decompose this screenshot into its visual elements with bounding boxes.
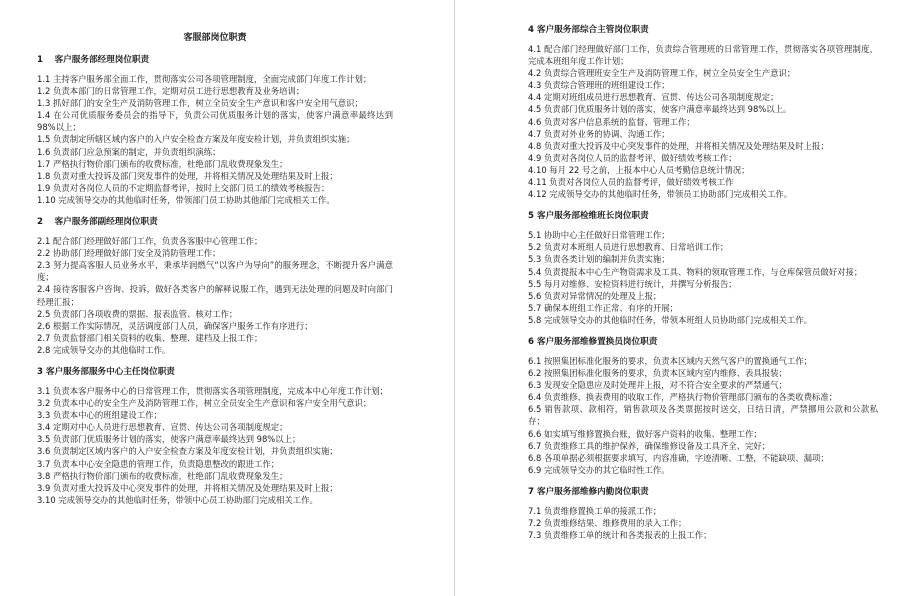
section-block bbox=[528, 24, 878, 200]
duty-item: 6.4 负责维修、换表费用的收取工作，严格执行物价管理部门颁布的各类收费标准； bbox=[528, 392, 838, 403]
page-divider bbox=[454, 0, 455, 596]
duty-item: 1.5 负责制定所辖区域内客户的入户安全检查方案及年度安检计划，并负责组织实施； bbox=[37, 134, 355, 145]
duty-item: 5.5 每月对维修、安检资料进行统计，并撰写分析报告； bbox=[528, 278, 737, 289]
duty-item: 4.12 完成领导交办的其他临时任务，带领员工协助部门完成相关工作。 bbox=[528, 189, 793, 200]
section-block bbox=[528, 336, 878, 476]
duty-item: 1.1 主持客户服务部全面工作，贯彻落实公司各项管理制度，全面完成部门年度工作计划； bbox=[37, 74, 372, 84]
duty-item: 2.2 协助部门经理做好部门安全及消防管理工作； bbox=[37, 248, 221, 259]
duty-item: 3.3 负责本中心的班组建设工作； bbox=[37, 410, 162, 421]
section-heading: 3 客户服务部服务中心主任岗位职责 bbox=[37, 366, 175, 377]
duty-item: 5.2 负责对本班组人员进行思想教育、日常培训工作； bbox=[528, 242, 729, 253]
section-block bbox=[528, 210, 878, 326]
section-heading: 1 客户服务部经理岗位职责 bbox=[37, 55, 150, 65]
duty-item: 7.3 负责维修工单的统计和各类报表的上报工作； bbox=[528, 530, 712, 541]
duty-item: 5.6 负责对异常情况的处理及上报； bbox=[528, 290, 662, 301]
duty-item: 5.1 协助中心主任做好日常管理工作； bbox=[528, 230, 670, 241]
duty-item: 4.7 负责对外业务的协调、沟通工作； bbox=[528, 128, 670, 139]
duty-item: 2.5 负责部门各项收费的票据、报表监管、核对工作； bbox=[37, 308, 238, 319]
duty-item: 1.3 抓好部门的安全生产及消防管理工作，树立全员安全生产意识和客户安全用气意识； bbox=[37, 98, 363, 109]
duty-item: 1.7 严格执行物价部门颁布的收费标准，杜绝部门乱收费现象发生； bbox=[37, 158, 288, 169]
duty-item: 2.7 负责监督部门相关资料的收集、整理、建档及上报工作； bbox=[37, 332, 263, 343]
right-sections-container bbox=[528, 24, 878, 541]
duty-item: 5.8 完成领导交办的其他临时任务，带领本班组人员协助部门完成相关工作。 bbox=[528, 314, 812, 325]
duty-item: 6.9 完成领导交办的其它临时性工作。 bbox=[528, 464, 670, 475]
duty-item: 6.8 各项单据必须根据要求填写，内容准确，字迹清晰、工整，不能缺项、漏项； bbox=[528, 452, 829, 463]
duty-item: 3.1 负责本客户服务中心的日常管理工作，贯彻落实各项管理制度，完成本中心年度工作计划； bbox=[37, 385, 388, 396]
duty-item: 4.4 定期对班组成员进行思想教育、宣贯、传达公司各项制度规定； bbox=[528, 92, 779, 103]
duty-item: 3.5 负责部门优质服务计划的落实，使客户满意率最终达到 98%以上； bbox=[37, 434, 301, 445]
duty-item: 2.6 根据工作实际情况，灵活调度部门人员，确保客户服务工作有序进行； bbox=[37, 320, 313, 331]
duty-item: 1.10 完成领导交办的其他临时任务，带领部门员工协助其他部门完成相关工作。 bbox=[37, 194, 335, 205]
duty-item: 6.2 按照集团标准化服务的要求，负责本区域内室内维修、表具报装； bbox=[528, 368, 787, 379]
duty-item: 2.1 配合部门经理做好部门工作，负责各客服中心管理工作； bbox=[37, 236, 263, 247]
duty-item: 3.8 严格执行物价部门颁布的收费标准，杜绝部门乱收费现象发生； bbox=[37, 470, 288, 481]
duty-item: 5.4 负责提报本中心生产物资需求及工具、物料的领取管理工作，与仓库保管员做好对接； bbox=[528, 266, 863, 277]
duty-item: 2.4 接待客服客户咨询、投诉，做好各类客户的解释说服工作，遇到无法处理的问题及时向部门经理汇报； bbox=[37, 284, 393, 307]
document-page-left bbox=[37, 0, 393, 596]
duty-item: 3.2 负责本中心的安全生产及消防管理工作，树立全员安全生产意识和客户安全用气意识； bbox=[37, 398, 372, 409]
duty-item: 4.3 负责综合管理班的班组建设工作； bbox=[528, 80, 670, 91]
duty-item: 3.9 负责对重大投诉及中心突发事件的处理，并将相关情况及处理结果及时上报； bbox=[37, 482, 338, 493]
duty-item: 4.6 负责对客户信息系统的监督、管理工作； bbox=[528, 116, 695, 127]
duty-item: 3.7 负责本中心安全隐患的管理工作，负责隐患整改的跟进工作； bbox=[37, 458, 280, 469]
section-heading: 5 客户服务部检维班长岗位职责 bbox=[528, 211, 649, 222]
duty-item: 1.8 负责对重大投诉及部门突发事件的处理，并将相关情况及处理结果及时上报； bbox=[37, 170, 338, 181]
duty-item: 1.2 负责本部门的日常管理工作，定期对员工进行思想教育及业务培训； bbox=[37, 86, 305, 97]
duty-item: 4.5 负责部门优质服务计划的落实，使客户满意率最终达到 98%以上。 bbox=[528, 104, 792, 115]
section-block bbox=[528, 486, 878, 541]
duty-item: 6.7 负责维修工具的维护保养，确保维修设备及工具齐全、完好； bbox=[528, 440, 771, 451]
duty-item: 4.10 每月 22 号之前，上报本中心人员考勤信息统计情况； bbox=[528, 164, 750, 175]
section-heading: 6 客户服务部维修置换员岗位职责 bbox=[528, 336, 658, 347]
duty-item: 4.2 负责综合管理班安全生产及消防管理工作，树立全员安全生产意识； bbox=[528, 68, 796, 79]
document-title: 客服部岗位职责 bbox=[183, 33, 247, 43]
page-top-margin bbox=[528, 0, 878, 24]
duty-item: 5.7 确保本班组工作正常、有序的开展； bbox=[528, 302, 678, 313]
duty-item: 1.6 负责部门应急预案的制定，并负责组织演练； bbox=[37, 146, 221, 157]
duty-item: 6.5 销售款项、款相符，销售款项及各类票据按时送交，日结日清，严禁挪用公款和公款私存； bbox=[528, 404, 878, 427]
duty-item: 6.6 如实填写维修置换台账，做好客户资料的收集、整理工作； bbox=[528, 428, 762, 439]
duty-item: 3.10 完成领导交办的其他临时任务，带领中心员工协助部门完成相关工作。 bbox=[37, 494, 318, 505]
duty-item: 3.4 定期对中心人员进行思想教育、宣贯、传达公司各项制度规定； bbox=[37, 422, 288, 433]
duty-item: 2.3 努力提高客服人员业务水平，秉承毕润燃气“以客户为导向”的服务理念，不断提升客户满意度； bbox=[37, 260, 393, 283]
duty-item: 6.1 按照集团标准化服务的要求，负责本区域内天然气客户的置换通气工作； bbox=[528, 355, 812, 366]
section-heading: 2 客户服务部副经理岗位职责 bbox=[37, 217, 158, 228]
duty-item: 1.9 负责对各岗位人员的不定期监督考评，按时上交部门员工的绩效考核报告； bbox=[37, 182, 330, 193]
duty-item: 4.1 配合部门经理做好部门工作，负责综合管理班的日常管理工作，贯彻落实各项管理制度，完成本班组年度工作计划； bbox=[528, 44, 878, 67]
duty-item: 4.9 负责对各岗位人员的监督考评，做好绩效考核工作； bbox=[528, 152, 737, 163]
section-block bbox=[37, 54, 393, 206]
document-page-right bbox=[528, 0, 878, 596]
section-heading: 4 客户服务部综合主管岗位职责 bbox=[528, 25, 649, 35]
duty-item: 5.3 负责各类计划的编制并负责实施； bbox=[528, 254, 670, 265]
duty-item: 6.3 发现安全隐患应及时处理并上报，对不符合安全要求的严禁通气； bbox=[528, 380, 787, 391]
section-block bbox=[37, 216, 393, 356]
duty-item: 1.4 在公司优质服务委员会的指导下，负责公司优质服务计划的落实，使客户满意率最终达到 98%以上； bbox=[37, 110, 393, 133]
duty-item: 4.11 负责对各岗位人员的监督考评，做好绩效考核工作 bbox=[528, 177, 734, 188]
left-sections-container bbox=[37, 54, 393, 506]
duty-item: 7.2 负责维修结果、维修费用的录入工作； bbox=[528, 518, 687, 528]
section-block bbox=[37, 366, 393, 506]
duty-item: 7.1 负责维修置换工单的接派工作； bbox=[528, 505, 662, 516]
section-heading: 7 客户服务部维修内勤岗位职责 bbox=[528, 486, 649, 497]
duty-item: 3.6 负责制定区域内客户的入户安全检查方案及年度安检计划，并负责组织实施； bbox=[37, 446, 338, 457]
duty-item: 4.8 负责对重大投诉及中心突发事件的处理，并将相关情况及处理结果及时上报； bbox=[528, 140, 829, 151]
duty-item: 2.8 完成领导交办的其他临时工作。 bbox=[37, 344, 171, 355]
